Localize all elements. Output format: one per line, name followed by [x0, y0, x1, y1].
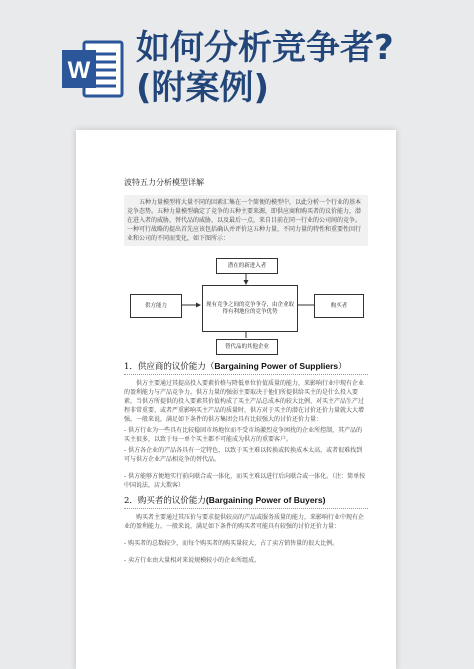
suppliers-box: 供方能力 — [130, 294, 182, 318]
document-heading: 波特五力分析模型详解 — [124, 178, 204, 187]
document-page — [76, 130, 396, 669]
substitutes-box: 替代品的其他企业 — [216, 339, 278, 355]
new-entrants-box: 潜在的新进入者 — [216, 258, 278, 274]
banner — [0, 0, 474, 110]
section-2-title: 2．购买者的议价能力(Bargaining Power of Buyers) — [124, 496, 368, 509]
buyers-box: 购买者 — [314, 294, 364, 318]
section-2-paragraph: 购买者主要通过其压价与要求提供较高的产品或服务质量的能力，来影响行业中现有企业的盈利能力。一般来说，满足如下条件的购买者可能具有较强的讨价还价力量： — [124, 514, 365, 530]
intro-paragraph: 五种力量模型将大量不同的因素汇集在一个简便的模型中，以此分析一个行业的基本竞争态势。五种力量模型确定了竞争的五种主要来源，即供应商和购买者的议价能力，潜在进入者的威胁，替代品的威胁，以及最后一点，来自目前在同一行业的公司间的竞争。一种可行战略的提出首先应该包括确认并评价这五种力量，不同力量的特性和重要性因行业和公司的不同而变化，如下图所示： — [124, 195, 368, 246]
page-title: 如何分析竞争者? (附案例) — [136, 28, 394, 108]
section-1-title: 1．供应商的议价能力（Bargaining Power of Suppliers） — [124, 362, 368, 375]
section-2-bullet: - 购买者的总数较少，而每个购买者的购买量较大，占了卖方销售量的很大比例。 — [124, 540, 339, 547]
document-body — [124, 178, 368, 567]
word-document-icon — [62, 38, 124, 100]
section-1-paragraph: 供方主要通过其提高投入要素价格与降低单位价值质量的能力，来影响行业中现有企业的盈利能力与产品竞争力。供方力量的强弱主要取决于他们所提供给买主的是什么投入要素，当供方所提供的投入要素其价值构成了买主产品总成本的较大比例、对买主产品生产过程非常重要、或者严重影响买主产品的质量时，供方对于买主的潜在讨价还价力量就大大增强。一般来说，满足如下条件的供方集团会具有比较强大的讨价还价力量： — [124, 380, 365, 423]
section-1-bullet: - 供方行业为一些具有比较稳固市场地位而不受市场激烈竞争困扰的企业所控制，其产品的买主很多，以致于每一单个买主都不可能成为供方的重要客户。 — [124, 427, 363, 443]
section-1-bullet: - 供方能够方便地实行前向联合或一体化，而买主难以进行后向联合或一体化。（注：简单按中国说法，店大欺客） — [124, 473, 366, 489]
svg-text:W: W — [67, 57, 91, 84]
five-forces-diagram — [124, 254, 368, 356]
section-1-bullet: - 供方各企业的产品各具有一定特色，以致于买主难以转换或转换成本太高，或者很难找到可与供方企业产品相竞争的替代品。 — [124, 447, 363, 463]
rivalry-box: 现有竞争之间的竞争争夺，由企业取得有利地位的竞争优势 — [202, 285, 298, 332]
section-2-bullet: - 卖方行业由大量相对来说规模较小的企业所组成。 — [124, 557, 261, 564]
